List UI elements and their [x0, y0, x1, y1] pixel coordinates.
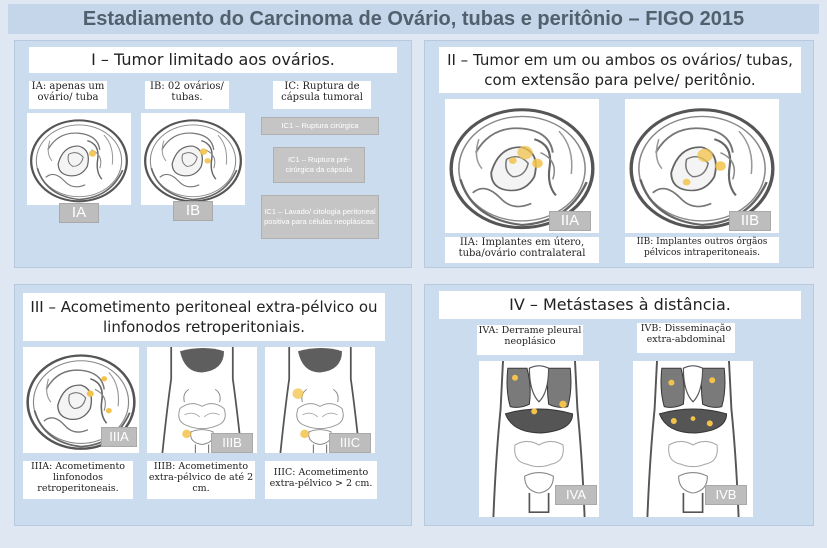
- stage-2-panel: [424, 40, 814, 268]
- ia-tag: IA: [59, 203, 99, 223]
- stage-1-panel: [14, 40, 412, 268]
- iiic-caption: IIIC: Acometimento extra-pélvico > 2 cm.: [265, 461, 377, 499]
- ia-caption: IA: apenas um ovário/ tuba: [29, 81, 107, 109]
- iia-caption: IIA: Implantes em útero, tuba/ovário contralateral: [445, 237, 599, 263]
- iib-tag: IIB: [729, 211, 771, 231]
- iiia-caption: IIIA: Acometimento linfonodos retroperitoneais.: [23, 461, 133, 499]
- iiic-tag: IIIC: [329, 433, 371, 453]
- stage-2-heading: II – Tumor em um ou ambos os ovários/ tubas, com extensão para pelve/ peritônio.: [439, 47, 801, 93]
- ic-caption: IC: Ruptura de cápsula tumoral: [273, 81, 371, 109]
- stage-1-heading: I – Tumor limitado aos ovários.: [29, 47, 397, 73]
- ia-illustration: [27, 113, 131, 205]
- iva-tag: IVA: [555, 485, 597, 505]
- ic1-surgical-rupture: IC1 – Ruptura cirúrgica: [261, 117, 379, 135]
- iiia-tag: IIIA: [101, 427, 137, 447]
- iib-caption: IIB: Implantes outros órgãos pélvicos intraperitoneais.: [625, 237, 779, 263]
- iiib-caption: IIIB: Acometimento extra-pélvico de até 2 cm.: [147, 461, 255, 499]
- ib-illustration: [141, 113, 245, 205]
- ib-caption: IB: 02 ovários/ tubas.: [145, 81, 229, 109]
- stage-3-panel: [14, 284, 412, 526]
- ic1-presurgical-rupture: IC1 – Ruptura pré-cirúrgica da cápsula: [273, 147, 365, 183]
- ivb-tag: IVB: [705, 485, 747, 505]
- ivb-caption: IVB: Disseminação extra-abdominal: [637, 323, 735, 353]
- stage-3-heading: III – Acometimento peritoneal extra-pélvico ou linfonodos retroperitoniais.: [23, 293, 385, 341]
- iiib-tag: IIIB: [211, 433, 253, 453]
- iva-caption: IVA: Derrame pleural neoplásico: [477, 325, 583, 355]
- ib-tag: IB: [173, 201, 213, 221]
- page-title: Estadiamento do Carcinoma de Ovário, tubas e peritônio – FIGO 2015: [8, 4, 819, 34]
- stage-4-heading: IV – Metástases à distância.: [439, 291, 801, 319]
- ic1-positive-cytology: IC1 – Lavado/ citologia peritoneal positiva para células neoplásicas.: [261, 195, 379, 239]
- stage-4-panel: [424, 284, 814, 526]
- iia-tag: IIA: [549, 211, 591, 231]
